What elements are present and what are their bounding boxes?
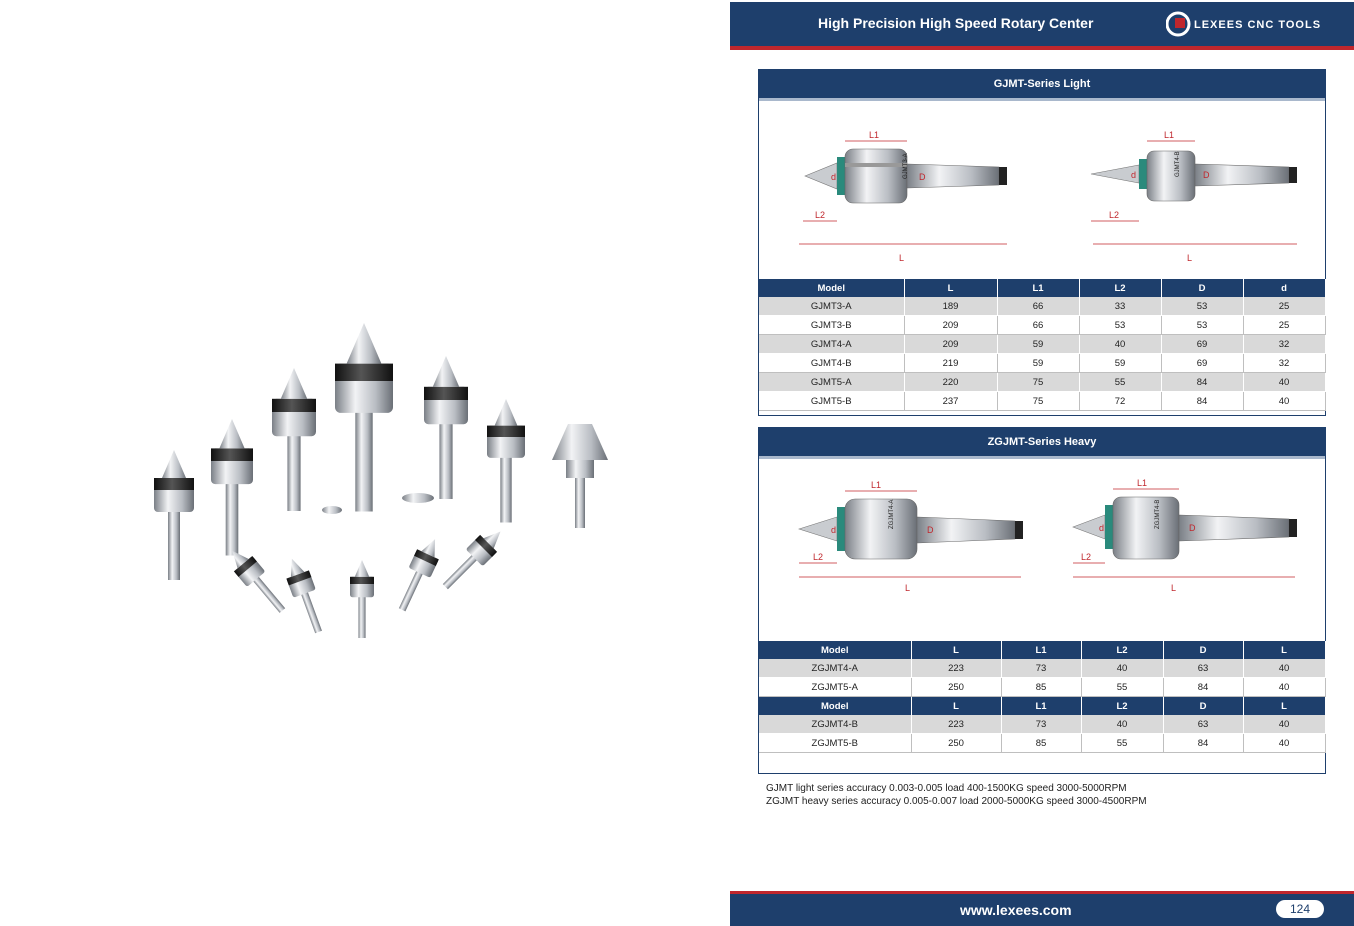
cell: 32 (1243, 335, 1325, 354)
cell: 40 (1243, 659, 1325, 678)
light-left-l: L (899, 253, 905, 263)
note-heavy: ZGJMT heavy series accuracy 0.005-0.007 load 2000-5000KG speed 3000-4500RPM (766, 795, 1147, 807)
table-row (759, 354, 1325, 373)
section-light-series (758, 69, 1326, 416)
cell: 84 (1163, 734, 1243, 753)
col-header: L (911, 697, 1001, 716)
cell: 40 (1081, 659, 1163, 678)
cell: 55 (1081, 734, 1163, 753)
table-row (759, 316, 1325, 335)
col-header: Model (759, 697, 911, 716)
cell: 209 (904, 335, 997, 354)
cell: ZGJMT4-A (759, 659, 911, 678)
table-row (759, 734, 1325, 753)
page-title: High Precision High Speed Rotary Center (818, 15, 1094, 31)
cell: 72 (1079, 392, 1161, 411)
cell: 85 (1001, 678, 1081, 697)
light-series-title: GJMT-Series Light (759, 70, 1325, 101)
cell: 237 (904, 392, 997, 411)
heavy-right-d: d (1099, 523, 1105, 533)
cell: 53 (1161, 316, 1243, 335)
cell: ZGJMT5-A (759, 678, 911, 697)
tool-5 (424, 356, 468, 499)
cell: 220 (904, 373, 997, 392)
light-diagram-right (1091, 130, 1297, 263)
col-header: L (1243, 697, 1325, 716)
cell: GJMT5-B (759, 392, 904, 411)
tool-6 (487, 399, 525, 523)
light-right-l1: L1 (1164, 130, 1175, 140)
cell: 32 (1243, 354, 1325, 373)
col-header: L1 (997, 279, 1079, 297)
heavy-left-d: d (831, 525, 837, 535)
col-header: d (1243, 279, 1325, 297)
table-row (759, 297, 1325, 316)
cell: 250 (911, 678, 1001, 697)
col-header: L2 (1081, 641, 1163, 659)
cell: 69 (1161, 354, 1243, 373)
cell: GJMT5-A (759, 373, 904, 392)
col-header: L (904, 279, 997, 297)
col-header: L2 (1081, 697, 1163, 716)
cell: 219 (904, 354, 997, 373)
cell: GJMT4-B (759, 354, 904, 373)
cell: 40 (1243, 678, 1325, 697)
small-tools (223, 493, 509, 638)
section-heavy-series (758, 427, 1326, 774)
col-header: D (1161, 279, 1243, 297)
heavy-left-l2: L2 (813, 552, 824, 562)
cell: 84 (1161, 392, 1243, 411)
heavy-table-header-b (759, 697, 1325, 716)
cell: 73 (1001, 715, 1081, 734)
light-left-D: D (919, 172, 926, 182)
cell: 33 (1079, 297, 1161, 316)
table-row (759, 373, 1325, 392)
heavy-diagram (759, 459, 1325, 641)
tool-bell (552, 424, 608, 528)
heavy-right-l2: L2 (1081, 552, 1092, 562)
cell: 223 (911, 659, 1001, 678)
cell: 223 (911, 715, 1001, 734)
cell: 69 (1161, 335, 1243, 354)
light-diagram (759, 101, 1325, 279)
col-header: L1 (1001, 697, 1081, 716)
light-right-model-label: GJMT4-B (1175, 151, 1181, 177)
note-light: GJMT light series accuracy 0.003-0.005 load 400-1500KG speed 3000-5000RPM (766, 783, 1127, 794)
cell: 250 (911, 734, 1001, 753)
header-bar (730, 2, 1354, 50)
light-table-header (759, 279, 1325, 297)
cell: 59 (997, 354, 1079, 373)
cell: 55 (1081, 678, 1163, 697)
cell: 75 (997, 392, 1079, 411)
tool-4 (335, 323, 393, 512)
col-header: D (1163, 697, 1243, 716)
cell: 189 (904, 297, 997, 316)
col-header: Model (759, 279, 904, 297)
table-row (759, 335, 1325, 354)
heavy-table-header-a (759, 641, 1325, 659)
light-left-l1: L1 (869, 130, 880, 140)
cell: GJMT3-A (759, 297, 904, 316)
cell: GJMT4-A (759, 335, 904, 354)
heavy-right-l1: L1 (1137, 478, 1148, 488)
cell: 40 (1081, 715, 1163, 734)
col-header: L2 (1079, 279, 1161, 297)
light-left-d: d (831, 172, 837, 182)
cell: 53 (1161, 297, 1243, 316)
heavy-diagram-right (1073, 478, 1297, 593)
light-left-l2: L2 (815, 210, 826, 220)
light-left-model-label: GJMT3-A (903, 153, 909, 179)
cell: ZGJMT5-B (759, 734, 911, 753)
cell: 85 (1001, 734, 1081, 753)
cell: 40 (1243, 392, 1325, 411)
heavy-series-title: ZGJMT-Series Heavy (759, 428, 1325, 459)
cell: 53 (1079, 316, 1161, 335)
logo-text: LEXEES CNC TOOLS (1194, 19, 1322, 31)
cell: 59 (1079, 354, 1161, 373)
cell: 63 (1163, 659, 1243, 678)
cell: ZGJMT4-B (759, 715, 911, 734)
col-header: Model (759, 641, 911, 659)
website-link[interactable]: www.lexees.com (960, 902, 1072, 918)
cell: 209 (904, 316, 997, 335)
heavy-right-model-label: ZGJMT4-B (1155, 499, 1161, 529)
heavy-right-D: D (1189, 523, 1196, 533)
heavy-diagram-left (799, 480, 1023, 593)
cell: 55 (1079, 373, 1161, 392)
table-row (759, 678, 1325, 697)
light-right-D: D (1203, 170, 1210, 180)
cell: 84 (1163, 678, 1243, 697)
cell: 59 (997, 335, 1079, 354)
tool-2 (211, 419, 253, 556)
light-right-l: L (1187, 253, 1193, 263)
light-right-l2: L2 (1109, 210, 1120, 220)
heavy-left-D: D (927, 525, 934, 535)
light-right-d: d (1131, 170, 1137, 180)
page-number: 124 (1276, 900, 1324, 918)
col-header: L1 (1001, 641, 1081, 659)
col-header: L (1243, 641, 1325, 659)
light-diagram-left (799, 130, 1007, 263)
heavy-left-model-label: ZGJMT4-A (889, 499, 895, 529)
cell: 73 (1001, 659, 1081, 678)
table-row (759, 392, 1325, 411)
light-spec-table (759, 279, 1326, 411)
cell: 84 (1161, 373, 1243, 392)
cell: 40 (1079, 335, 1161, 354)
cell: GJMT3-B (759, 316, 904, 335)
heavy-spec-table (759, 641, 1326, 753)
heavy-left-l1: L1 (871, 480, 882, 490)
table-row (759, 659, 1325, 678)
heavy-left-l: L (905, 583, 911, 593)
cell: 40 (1243, 734, 1325, 753)
cell: 25 (1243, 297, 1325, 316)
footer-bar (730, 891, 1354, 926)
lexees-logo (1166, 8, 1326, 40)
col-header: D (1163, 641, 1243, 659)
col-header: L (911, 641, 1001, 659)
table-row (759, 715, 1325, 734)
cell: 66 (997, 316, 1079, 335)
cell: 25 (1243, 316, 1325, 335)
tool-3 (272, 368, 316, 511)
cell: 40 (1243, 373, 1325, 392)
heavy-right-l: L (1171, 583, 1177, 593)
tool-1 (154, 450, 194, 580)
series-notes (766, 783, 1147, 808)
cell: 63 (1163, 715, 1243, 734)
cell: 66 (997, 297, 1079, 316)
cell: 40 (1243, 715, 1325, 734)
cell: 75 (997, 373, 1079, 392)
